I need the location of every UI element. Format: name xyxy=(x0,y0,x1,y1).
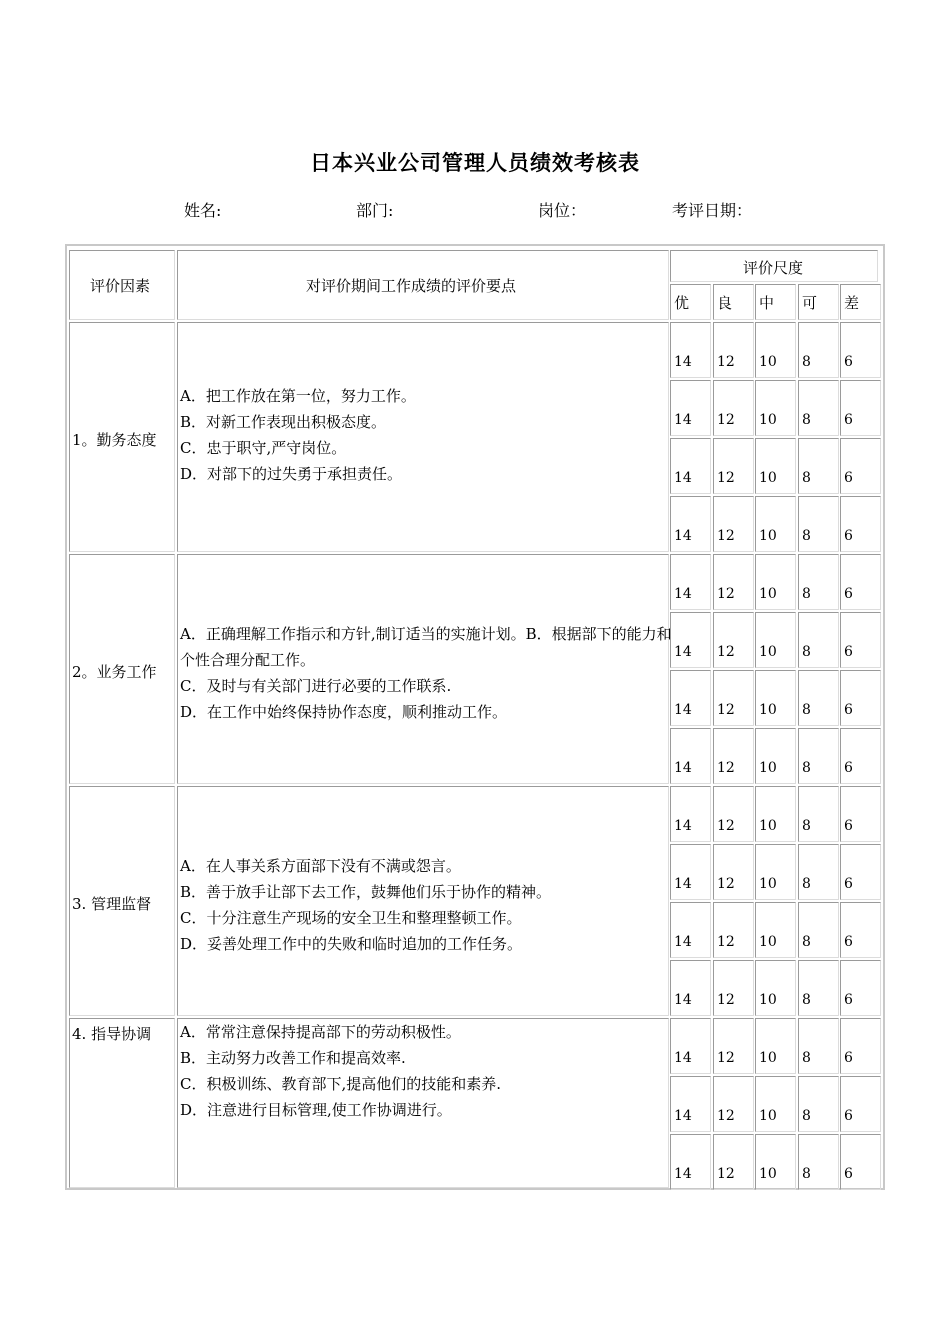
score-option[interactable] xyxy=(755,902,796,958)
score-option[interactable] xyxy=(670,960,711,1016)
score-value: 14 xyxy=(674,760,692,776)
score-option[interactable] xyxy=(798,322,839,378)
score-value: 8 xyxy=(802,470,811,486)
factor-label: 2。业务工作 xyxy=(72,663,157,681)
evaluation-table xyxy=(65,244,885,1190)
score-option[interactable] xyxy=(670,380,711,436)
score-option[interactable] xyxy=(670,496,711,552)
criteria-list xyxy=(180,621,672,725)
score-option[interactable] xyxy=(713,322,754,378)
criteria-cell xyxy=(177,322,669,552)
score-option[interactable] xyxy=(713,670,754,726)
criteria-item: C．十分注意生产现场的安全卫生和整理整顿工作。 xyxy=(180,909,522,927)
criteria-item: A．在人事关系方面部下没有不满或怨言。 xyxy=(180,857,461,875)
score-value: 14 xyxy=(674,876,692,892)
header-scale: 评价尺度 xyxy=(743,259,804,277)
score-option[interactable] xyxy=(670,844,711,900)
score-value: 10 xyxy=(759,1108,777,1124)
grade-header-cell xyxy=(798,284,839,320)
score-option[interactable] xyxy=(670,554,711,610)
criteria-item: A．正确理解工作指示和方针,制订适当的实施计划。B．根据部下的能力和个性合理分配工作。 xyxy=(180,625,672,669)
score-option[interactable] xyxy=(670,322,711,378)
criteria-item: A．常常注意保持提高部下的劳动积极性。 xyxy=(180,1023,461,1041)
criteria-list xyxy=(180,1019,672,1123)
score-value: 6 xyxy=(844,934,853,950)
grade-header-cell xyxy=(670,284,711,320)
score-option[interactable] xyxy=(798,844,839,900)
score-value: 14 xyxy=(674,934,692,950)
score-value: 10 xyxy=(759,818,777,834)
score-option[interactable] xyxy=(713,960,754,1016)
score-value: 8 xyxy=(802,528,811,544)
score-option[interactable] xyxy=(840,496,881,552)
score-option[interactable] xyxy=(755,322,796,378)
score-option[interactable] xyxy=(840,322,881,378)
criteria-item: C．忠于职守,严守岗位。 xyxy=(180,439,347,457)
criteria-item: D．注意进行目标管理,使工作协调进行。 xyxy=(180,1101,452,1119)
grade-header-cell xyxy=(713,284,754,320)
grade-header-cell xyxy=(755,284,796,320)
position-label: 岗位： xyxy=(538,201,587,220)
score-option[interactable] xyxy=(840,380,881,436)
score-value: 12 xyxy=(717,1166,735,1182)
score-value: 12 xyxy=(717,760,735,776)
criteria-item: C．及时与有关部门进行必要的工作联系. xyxy=(180,677,452,695)
score-option[interactable] xyxy=(713,902,754,958)
score-option[interactable] xyxy=(713,1018,754,1074)
score-option[interactable] xyxy=(840,1018,881,1074)
criteria-cell xyxy=(177,1018,669,1188)
score-option[interactable] xyxy=(755,844,796,900)
score-value: 14 xyxy=(674,818,692,834)
score-value: 12 xyxy=(717,876,735,892)
header-factor-cell xyxy=(69,250,175,320)
factor-cell xyxy=(69,1018,175,1188)
criteria-list xyxy=(180,853,672,957)
name-label: 姓名: xyxy=(184,201,222,220)
score-option[interactable] xyxy=(840,670,881,726)
score-value: 6 xyxy=(844,470,853,486)
department-label: 部门: xyxy=(356,201,394,220)
score-value: 8 xyxy=(802,1050,811,1066)
score-value: 6 xyxy=(844,760,853,776)
criteria-item: B．善于放手让部下去工作，鼓舞他们乐于协作的精神。 xyxy=(180,883,552,901)
score-value: 12 xyxy=(717,412,735,428)
score-option[interactable] xyxy=(840,728,881,784)
score-option[interactable] xyxy=(798,438,839,494)
score-value: 14 xyxy=(674,1050,692,1066)
score-value: 14 xyxy=(674,528,692,544)
score-option[interactable] xyxy=(798,728,839,784)
score-value: 8 xyxy=(802,1108,811,1124)
score-option[interactable] xyxy=(713,1134,754,1190)
score-option[interactable] xyxy=(713,438,754,494)
page-title: 日本兴业公司管理人员绩效考核表 xyxy=(310,150,640,175)
score-option[interactable] xyxy=(798,786,839,842)
criteria-cell xyxy=(177,786,669,1016)
score-value: 12 xyxy=(717,934,735,950)
score-value: 12 xyxy=(717,470,735,486)
grade-header-cell xyxy=(840,284,881,320)
criteria-item: D．对部下的过失勇于承担责任。 xyxy=(180,465,403,483)
score-value: 6 xyxy=(844,818,853,834)
grade-header-label: 差 xyxy=(844,294,860,312)
criteria-cell xyxy=(177,554,672,784)
score-value: 6 xyxy=(844,412,853,428)
score-option[interactable] xyxy=(755,380,796,436)
score-value: 12 xyxy=(717,702,735,718)
score-option[interactable] xyxy=(713,728,754,784)
score-option[interactable] xyxy=(798,1076,839,1132)
score-value: 6 xyxy=(844,876,853,892)
score-value: 6 xyxy=(844,702,853,718)
score-value: 6 xyxy=(844,992,853,1008)
score-option[interactable] xyxy=(670,786,711,842)
grade-header-label: 优 xyxy=(674,294,690,312)
score-option[interactable] xyxy=(798,612,839,668)
header-factor: 评价因素 xyxy=(90,277,151,295)
score-option[interactable] xyxy=(670,670,711,726)
criteria-item: D．在工作中始终保持协作态度，顺利推动工作。 xyxy=(180,703,508,721)
score-option[interactable] xyxy=(798,1134,839,1190)
score-value: 8 xyxy=(802,760,811,776)
score-value: 10 xyxy=(759,876,777,892)
score-value: 8 xyxy=(802,644,811,660)
score-option[interactable] xyxy=(755,670,796,726)
factor-cell xyxy=(69,554,175,784)
score-value: 12 xyxy=(717,586,735,602)
score-option[interactable] xyxy=(755,496,796,552)
score-option[interactable] xyxy=(670,1134,711,1190)
score-value: 10 xyxy=(759,586,777,602)
score-value: 10 xyxy=(759,528,777,544)
criteria-list xyxy=(180,383,672,487)
evaluation-date-label: 考评日期： xyxy=(672,201,753,220)
score-option[interactable] xyxy=(840,902,881,958)
score-value: 8 xyxy=(802,586,811,602)
score-value: 6 xyxy=(844,1108,853,1124)
score-option[interactable] xyxy=(755,1076,796,1132)
score-option[interactable] xyxy=(798,496,839,552)
score-option[interactable] xyxy=(798,670,839,726)
score-value: 8 xyxy=(802,354,811,370)
score-value: 6 xyxy=(844,528,853,544)
score-value: 10 xyxy=(759,470,777,486)
score-value: 6 xyxy=(844,586,853,602)
criteria-item: B．对新工作表现出积极态度。 xyxy=(180,413,387,431)
score-option[interactable] xyxy=(713,844,754,900)
factor-label: 1。勤务态度 xyxy=(72,431,157,449)
score-value: 14 xyxy=(674,702,692,718)
score-value: 8 xyxy=(802,992,811,1008)
criteria-item: B．主动努力改善工作和提高效率. xyxy=(180,1049,406,1067)
score-option[interactable] xyxy=(713,786,754,842)
score-option[interactable] xyxy=(755,1018,796,1074)
score-option[interactable] xyxy=(798,960,839,1016)
score-value: 14 xyxy=(674,412,692,428)
score-value: 10 xyxy=(759,760,777,776)
score-option[interactable] xyxy=(798,554,839,610)
score-option[interactable] xyxy=(840,612,881,668)
score-value: 6 xyxy=(844,1050,853,1066)
score-option[interactable] xyxy=(840,1134,881,1190)
score-option[interactable] xyxy=(840,554,881,610)
score-option[interactable] xyxy=(840,786,881,842)
grade-header-label: 良 xyxy=(717,294,733,312)
score-value: 12 xyxy=(717,354,735,370)
score-value: 6 xyxy=(844,644,853,660)
score-option[interactable] xyxy=(840,844,881,900)
score-option[interactable] xyxy=(755,786,796,842)
score-value: 10 xyxy=(759,354,777,370)
score-value: 8 xyxy=(802,818,811,834)
score-value: 8 xyxy=(802,412,811,428)
score-value: 8 xyxy=(802,1166,811,1182)
score-value: 12 xyxy=(717,1050,735,1066)
header-points-cell xyxy=(177,250,669,320)
score-value: 12 xyxy=(717,818,735,834)
score-value: 6 xyxy=(844,1166,853,1182)
criteria-item: C．积极训练、教育部下,提高他们的技能和素养. xyxy=(180,1075,502,1093)
score-value: 12 xyxy=(717,1108,735,1124)
score-value: 14 xyxy=(674,644,692,660)
score-option[interactable] xyxy=(840,1076,881,1132)
score-value: 14 xyxy=(674,586,692,602)
factor-label: 3. 管理监督 xyxy=(72,895,152,913)
score-value: 14 xyxy=(674,354,692,370)
score-option[interactable] xyxy=(670,728,711,784)
score-value: 12 xyxy=(717,644,735,660)
header-points: 对评价期间工作成绩的评价要点 xyxy=(306,277,517,295)
score-value: 14 xyxy=(674,470,692,486)
score-option[interactable] xyxy=(755,728,796,784)
score-option[interactable] xyxy=(798,902,839,958)
score-option[interactable] xyxy=(713,496,754,552)
factor-label: 4. 指导协调 xyxy=(72,1025,152,1043)
score-value: 12 xyxy=(717,992,735,1008)
score-option[interactable] xyxy=(670,1076,711,1132)
score-option[interactable] xyxy=(713,1076,754,1132)
score-option[interactable] xyxy=(755,960,796,1016)
score-value: 12 xyxy=(717,528,735,544)
score-option[interactable] xyxy=(713,380,754,436)
grade-header-label: 中 xyxy=(759,294,775,312)
score-option[interactable] xyxy=(670,1018,711,1074)
score-value: 6 xyxy=(844,354,853,370)
score-value: 10 xyxy=(759,1166,777,1182)
score-value: 8 xyxy=(802,876,811,892)
score-value: 10 xyxy=(759,702,777,718)
score-value: 14 xyxy=(674,1166,692,1182)
score-value: 10 xyxy=(759,1050,777,1066)
score-option[interactable] xyxy=(798,380,839,436)
score-option[interactable] xyxy=(670,612,711,668)
criteria-item: D．妥善处理工作中的失败和临时追加的工作任务。 xyxy=(180,935,523,953)
score-value: 14 xyxy=(674,992,692,1008)
score-option[interactable] xyxy=(713,554,754,610)
factor-cell xyxy=(69,322,175,552)
score-value: 10 xyxy=(759,934,777,950)
factor-cell xyxy=(69,786,175,1016)
header-scale-cell xyxy=(670,250,878,282)
score-value: 10 xyxy=(759,644,777,660)
score-option[interactable] xyxy=(670,902,711,958)
grade-header-label: 可 xyxy=(802,294,818,312)
score-option[interactable] xyxy=(670,438,711,494)
score-value: 10 xyxy=(759,412,777,428)
score-option[interactable] xyxy=(713,612,754,668)
score-value: 8 xyxy=(802,702,811,718)
score-option[interactable] xyxy=(755,438,796,494)
criteria-item: A．把工作放在第一位，努力工作。 xyxy=(180,387,416,405)
score-value: 8 xyxy=(802,934,811,950)
score-option[interactable] xyxy=(798,1018,839,1074)
score-value: 10 xyxy=(759,992,777,1008)
score-value: 14 xyxy=(674,1108,692,1124)
score-option[interactable] xyxy=(755,554,796,610)
score-option[interactable] xyxy=(840,960,881,1016)
score-option[interactable] xyxy=(755,612,796,668)
score-option[interactable] xyxy=(755,1134,796,1190)
score-option[interactable] xyxy=(840,438,881,494)
